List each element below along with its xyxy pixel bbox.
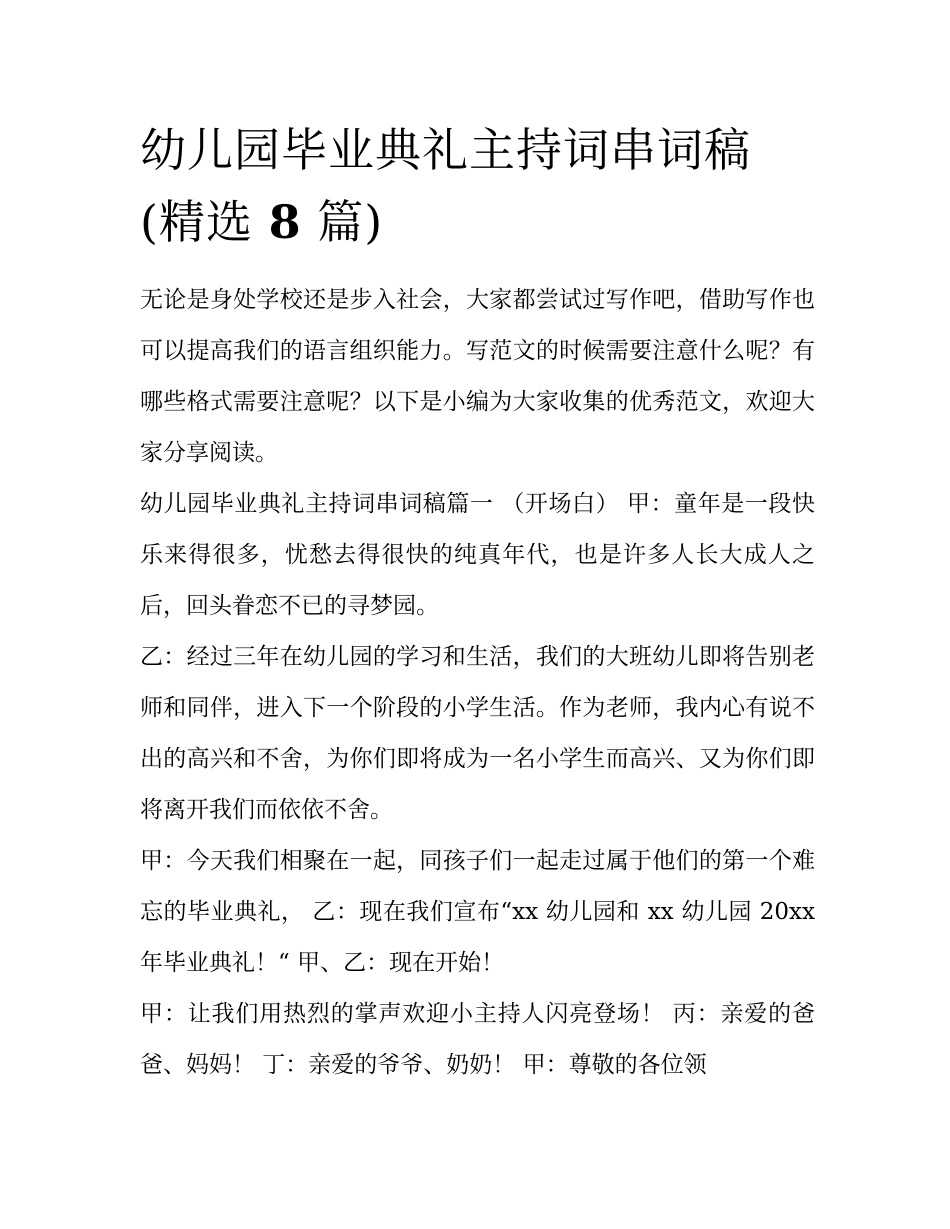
title-paren-open: (精选 (140, 195, 253, 249)
paragraph-jia-welcome: 甲：让我们用热烈的掌声欢迎小主持人闪亮登场！ 丙：亲爱的爸爸、妈妈！ 丁：亲爱的爷爷、奶奶！ 甲：尊敬的各位领 (140, 1001, 815, 1078)
paragraph-opening: 幼儿园毕业典礼主持词串词稿篇一 （开场白） 甲：童年是一段快乐来得很多，忧愁去得很快的纯真年代，也是许多人长大成人之后，回头眷恋不已的寻梦园。 (140, 491, 815, 619)
title-line-1: 幼儿园毕业典礼主持词串词稿 (140, 123, 751, 177)
document-title (140, 114, 820, 258)
paragraph-yi: 乙：经过三年在幼儿园的学习和生活，我们的大班幼儿即将告别老师和同伴，进入下一个阶段的小学生活。作为老师，我内心有说不出的高兴和不舍，为你们即将成为一名小学生而高兴、又为你们即将离开我们而依依不舍。 (140, 644, 815, 823)
paragraph-jia-gathering: 甲：今天我们相聚在一起，同孩子们一起走过属于他们的第一个难忘的毕业典礼， 乙：现在我们宣布“xx 幼儿园和 xx 幼儿园 20xx 年毕业典礼！“ 甲、乙：现在开始！ (140, 848, 815, 976)
title-count: 8 (268, 195, 302, 249)
document-body (140, 275, 815, 1091)
title-paren-close: 篇) (317, 195, 384, 249)
paragraph-intro: 无论是身处学校还是步入社会，大家都尝试过写作吧，借助写作也可以提高我们的语言组织能力。写范文的时候需要注意什么呢？有哪些格式需要注意呢？以下是小编为大家收集的优秀范文，欢迎大家分享阅读。 (140, 287, 815, 466)
